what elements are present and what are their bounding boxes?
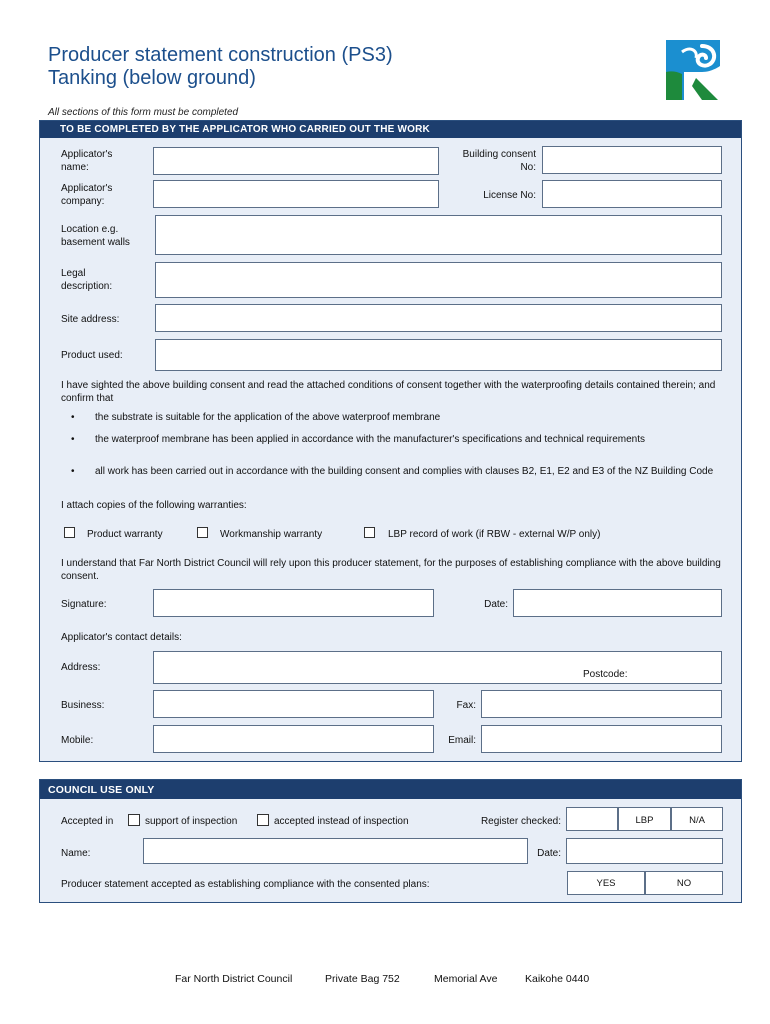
email-field[interactable] <box>481 725 722 753</box>
bullet-item: • the substrate is suitable for the application of the above waterproof membrane <box>71 412 441 423</box>
applicator-company-label: Applicator's company: <box>61 183 113 207</box>
council-date-label: Date: <box>537 848 561 859</box>
warranties-intro: I attach copies of the following warranties: <box>61 500 247 511</box>
footer-org: Far North District Council <box>175 973 293 985</box>
location-label: Location e.g. basement walls <box>61 224 130 248</box>
workmanship-warranty-label: Workmanship warranty <box>220 529 323 540</box>
postcode-label: Postcode: <box>583 669 628 680</box>
applicator-section-heading: TO BE COMPLETED BY THE APPLICATOR WHO CARRIED OUT THE WORK <box>40 121 741 138</box>
product-warranty-label: Product warranty <box>87 529 163 540</box>
bullet-item: • all work has been carried out in accordance with the building consent and complies with clauses B2, E1, E2 and E3 of the NZ Building Code <box>71 466 714 477</box>
applicator-section <box>39 120 742 762</box>
building-consent-label: Building consent No: <box>462 149 536 173</box>
date-field[interactable] <box>513 589 722 617</box>
completion-note: All sections of this form must be completed <box>48 107 239 118</box>
lbp-cell[interactable]: LBP <box>618 807 671 831</box>
applicator-company-field[interactable] <box>153 180 439 208</box>
register-checked-label: Register checked: <box>480 816 561 827</box>
mobile-field[interactable] <box>153 725 434 753</box>
council-name-field[interactable] <box>143 838 528 864</box>
contact-details-label: Applicator's contact details: <box>61 632 182 643</box>
support-inspection-label: support of inspection <box>145 816 238 827</box>
business-label: Business: <box>61 700 105 711</box>
mobile-label: Mobile: <box>61 735 94 746</box>
form-subtitle: Tanking (below ground) <box>48 67 256 89</box>
no-cell[interactable]: NO <box>645 871 723 895</box>
footer-town: Kaikohe 0440 <box>525 973 590 985</box>
site-address-field[interactable] <box>155 304 722 332</box>
building-consent-field[interactable] <box>542 146 722 174</box>
lbp-record-checkbox[interactable] <box>364 527 375 538</box>
date-label: Date: <box>484 599 508 610</box>
form-title: Producer statement construction (PS3) <box>48 44 393 66</box>
workmanship-warranty-checkbox[interactable] <box>197 527 208 538</box>
applicator-name-label: Applicator's name: <box>61 149 113 173</box>
fax-field[interactable] <box>481 690 722 718</box>
council-date-field[interactable] <box>566 838 723 864</box>
instead-inspection-label: accepted instead of inspection <box>274 816 409 827</box>
signature-field[interactable] <box>153 589 434 617</box>
product-used-field[interactable] <box>155 339 722 371</box>
council-name-label: Name: <box>61 848 91 859</box>
product-used-label: Product used: <box>61 350 123 361</box>
register-checked-field[interactable] <box>566 807 618 831</box>
compliance-label: Producer statement accepted as establishing compliance with the consented plans: <box>61 879 430 890</box>
fndc-logo-icon <box>662 38 724 102</box>
accepted-in-label: Accepted in <box>61 816 114 827</box>
fax-label: Fax: <box>456 700 476 711</box>
legal-description-label: Legal description: <box>61 268 113 292</box>
sighted-statement: I have sighted the above building consent and read the attached conditions of consent together with the waterproofing details contained therein; and confirm that <box>61 380 716 404</box>
product-warranty-checkbox[interactable] <box>64 527 75 538</box>
council-use-section <box>39 779 742 903</box>
instead-inspection-checkbox[interactable] <box>257 814 269 826</box>
email-label: Email: <box>448 735 476 746</box>
lbp-record-label: LBP record of work (if RBW - external W/P only) <box>388 529 601 540</box>
reliance-statement: I understand that Far North District Council will rely upon this producer statement, for the purposes of establishing compliance with the above building consent. <box>61 558 721 582</box>
legal-description-field[interactable] <box>155 262 722 298</box>
address-label: Address: <box>61 662 101 673</box>
site-address-label: Site address: <box>61 314 120 325</box>
council-section-heading: COUNCIL USE ONLY <box>40 780 741 799</box>
yes-cell[interactable]: YES <box>567 871 645 895</box>
footer-street: Memorial Ave <box>434 973 498 985</box>
signature-label: Signature: <box>61 599 107 610</box>
license-field[interactable] <box>542 180 722 208</box>
support-inspection-checkbox[interactable] <box>128 814 140 826</box>
footer-bag: Private Bag 752 <box>325 973 400 985</box>
address-field[interactable] <box>153 651 722 684</box>
applicator-name-field[interactable] <box>153 147 439 175</box>
location-field[interactable] <box>155 215 722 255</box>
bullet-item: • the waterproof membrane has been applied in accordance with the manufacturer's specifications and technical requirements <box>71 434 645 445</box>
license-label: License No: <box>483 190 536 201</box>
na-cell[interactable]: N/A <box>671 807 723 831</box>
business-phone-field[interactable] <box>153 690 434 718</box>
